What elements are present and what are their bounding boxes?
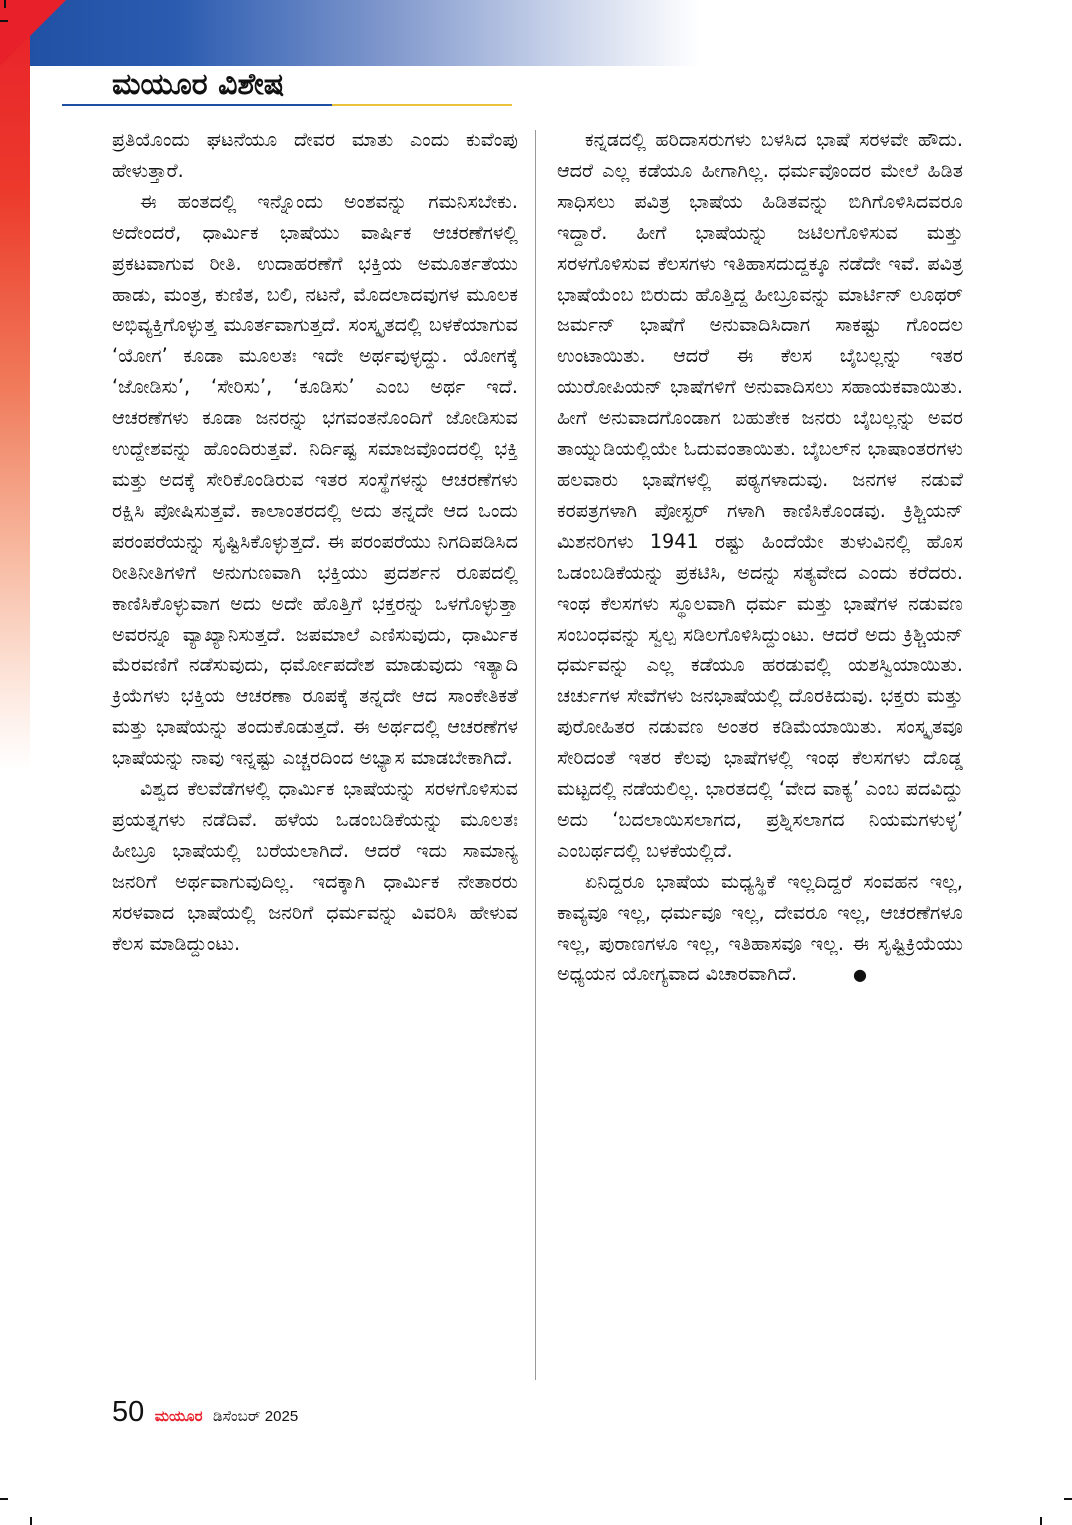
- crop-mark-bottom-right: [1040, 1517, 1042, 1525]
- issue-date: ಡಿಸೆಂಬರ್ 2025: [213, 1408, 299, 1425]
- title-underline-accent: [332, 104, 512, 106]
- section-title: ಮಯೂರ ವಿಶೇಷ: [112, 67, 285, 102]
- column-divider: [535, 130, 536, 1380]
- crop-mark-left-upper: [0, 20, 8, 22]
- paragraph: ಪ್ರತಿಯೊಂದು ಘಟನೆಯೂ ದೇವರ ಮಾತು ಎಂದು ಕುವೆಂಪು ಹೇಳುತ್ತಾರೆ.: [112, 128, 518, 182]
- article-column-right: [557, 125, 963, 991]
- crop-mark-bottom-left: [30, 1517, 32, 1525]
- page-footer: [112, 1394, 298, 1435]
- paragraph-text: ಏನಿದ್ದರೂ ಭಾಷೆಯ ಮಧ್ಯಸ್ಥಿಕೆ ಇಲ್ಲದಿದ್ದರೆ ಸಂವಹನ ಇಲ್ಲ, ಕಾವ್ಯವೂ ಇಲ್ಲ, ಧರ್ಮವೂ ಇಲ್ಲ, ದೇವರೂ ಇಲ್ಲ, ಆಚರಣೆಗಳೂ ಇಲ್ಲ, ಪುರಾಣಗಳೂ ಇಲ್ಲ, ಇತಿಹಾಸವೂ ಇಲ್ಲ. ಈ ಸೃಷ್ಟಿಕ್ರಿಯೆಯು ಅಧ್ಯಯನ ಯೋಗ್ಯವಾದ ವಿಚಾರವಾಗಿದೆ.: [557, 869, 963, 986]
- end-bullet-icon: ●: [853, 965, 868, 985]
- crop-mark-top-left: [4, 0, 6, 8]
- left-accent-bar: [0, 0, 30, 770]
- paragraph: ಕನ್ನಡದಲ್ಲಿ ಹರಿದಾಸರುಗಳು ಬಳಸಿದ ಭಾಷೆ ಸರಳವೇ ಹೌದು. ಆದರೆ ಎಲ್ಲ ಕಡೆಯೂ ಹೀಗಾಗಿಲ್ಲ. ಧರ್ಮವೊಂದರ ಮೇಲೆ ಹಿಡಿತ ಸಾಧಿಸಲು ಪವಿತ್ರ ಭಾಷೆಯ ಹಿಡಿತವನ್ನು ಬಿಗಿಗೊಳಿಸಿದವರೂ ಇದ್ದಾರೆ. ಹೀಗೆ ಭಾಷೆಯನ್ನು ಜಟಿಲಗೊಳಿಸುವ ಮತ್ತು ಸರಳಗೊಳಿಸುವ ಕೆಲಸಗಳು ಇತಿಹಾಸದುದ್ದಕ್ಕೂ ನಡೆದೇ ಇವೆ. ಪವಿತ್ರ ಭಾಷೆಯೆಂಬ ಬಿರುದು ಹೊತ್ತಿದ್ದ ಹೀಬ್ರೂವನ್ನು ಮಾರ್ಟಿನ್ ಲೂಥರ್ ಜರ್ಮನ್ ಭಾಷೆಗೆ ಅನುವಾದಿಸಿದಾಗ ಸಾಕಷ್ಟು ಗೊಂದಲ ಉಂಟಾಯಿತು. ಆದರೆ ಈ ಕೆಲಸ ಬೈಬಲ್ಲನ್ನು ಇತರ ಯುರೋಪಿಯನ್ ಭಾಷೆಗಳಿಗೆ ಅನುವಾದಿಸಲು ಸಹಾಯಕವಾಯಿತು. ಹೀಗೆ ಅನುವಾದಗೊಂಡಾಗ ಬಹುತೇಕ ಜನರು ಬೈಬಲ್ಲನ್ನು ಅವರ ತಾಯ್ನುಡಿಯಲ್ಲಿಯೇ ಓದುವಂತಾಯಿತು. ಬೈಬಲ್‌ನ ಭಾಷಾಂತರಗಳು ಹಲವಾರು ಭಾಷೆಗಳಲ್ಲಿ ಪಠ್ಯಗಳಾದುವು. ಜನಗಳ ನಡುವೆ ಕರಪತ್ರಗಳಾಗಿ ಪೋಸ್ಟರ್ ಗಳಾಗಿ ಕಾಣಿಸಿಕೊಂಡವು. ಕ್ರಿಶ್ಚಿಯನ್ ಮಿಶನರಿಗಳು 1941 ರಷ್ಟು ಹಿಂದೆಯೇ ತುಳುವಿನಲ್ಲಿ ಹೊಸ ಒಡಂಬಡಿಕೆಯನ್ನು ಪ್ರಕಟಿಸಿ, ಅದನ್ನು ಸತ್ಯವೇದ ಎಂದು ಕರೆದರು. ಇಂಥ ಕೆಲಸಗಳು ಸ್ಥೂಲವಾಗಿ ಧರ್ಮ ಮತ್ತು ಭಾಷೆಗಳ ನಡುವಣ ಸಂಬಂಧವನ್ನು ಸ್ವಲ್ಪ ಸಡಿಲಗೊಳಿಸಿದ್ದುಂಟು. ಆದರೆ ಅದು ಕ್ರಿಶ್ಚಿಯನ್ ಧರ್ಮವನ್ನು ಎಲ್ಲ ಕಡೆಯೂ ಹರಡುವಲ್ಲಿ ಯಶಸ್ವಿಯಾಯಿತು. ಚರ್ಚುಗಳ ಸೇವೆಗಳು ಜನಭಾಷೆಯಲ್ಲಿ ದೊರಕಿದುವು. ಭಕ್ತರು ಮತ್ತು ಪುರೋಹಿತರ ನಡುವಣ ಅಂತರ ಕಡಿಮೆಯಾಯಿತು. ಸಂಸ್ಕೃತವೂ ಸೇರಿದಂತೆ ಇತರ ಕೆಲವು ಭಾಷೆಗಳಲ್ಲಿ ಇಂಥ ಕೆಲಸಗಳು ದೊಡ್ಡ ಮಟ್ಟದಲ್ಲಿ ನಡೆಯಲಿಲ್ಲ. ಭಾರತದಲ್ಲಿ ‘ವೇದ ವಾಕ್ಯ’ ಎಂಬ ಪದವಿದ್ದು ಅದು ‘ಬದಲಾಯಿಸಲಾಗದ, ಪ್ರಶ್ನಿಸಲಾಗದ ನಿಯಮಗಳುಳ್ಳ’ ಎಂಬರ್ಥದಲ್ಲಿ ಬಳಕೆಯಲ್ಲಿದೆ.: [557, 128, 963, 862]
- crop-mark-right-lower: [1064, 1498, 1072, 1500]
- magazine-logo: ಮಯೂರ: [154, 1408, 203, 1425]
- paragraph-final: [557, 867, 963, 992]
- header-gradient-band: [0, 0, 700, 66]
- paragraph: ವಿಶ್ವದ ಕೆಲವೆಡೆಗಳಲ್ಲಿ ಧಾರ್ಮಿಕ ಭಾಷೆಯನ್ನು ಸರಳಗೊಳಿಸುವ ಪ್ರಯತ್ನಗಳು ನಡೆದಿವೆ. ಹಳೆಯ ಒಡಂಬಡಿಕೆಯನ್ನು ಮೂಲತಃ ಹೀಬ್ರೂ ಭಾಷೆಯಲ್ಲಿ ಬರೆಯಲಾಗಿದೆ. ಆದರೆ ಇದು ಸಾಮಾನ್ಯ ಜನರಿಗೆ ಅರ್ಥವಾಗುವುದಿಲ್ಲ. ಇದಕ್ಕಾಗಿ ಧಾರ್ಮಿಕ ನೇತಾರರು ಸರಳವಾದ ಭಾಷೆಯಲ್ಲಿ ಜನರಿಗೆ ಧರ್ಮವನ್ನು ವಿವರಿಸಿ ಹೇಳುವ ಕೆಲಸ ಮಾಡಿದ್ದುಂಟು.: [112, 777, 518, 955]
- page-number: 50: [112, 1396, 145, 1428]
- paragraph: ಈ ಹಂತದಲ್ಲಿ ಇನ್ನೊಂದು ಅಂಶವನ್ನು ಗಮನಿಸಬೇಕು. ಅದೇಂದರೆ, ಧಾರ್ಮಿಕ ಭಾಷೆಯು ವಾರ್ಷಿಕ ಆಚರಣೆಗಳಲ್ಲಿ ಪ್ರಕಟವಾಗುವ ರೀತಿ. ಉದಾಹರಣೆಗೆ ಭಕ್ತಿಯ ಅಮೂರ್ತತೆಯು ಹಾಡು, ಮಂತ್ರ, ಕುಣಿತ, ಬಲಿ, ನಟನೆ, ಮೊದಲಾದವುಗಳ ಮೂಲಕ ಅಭಿವ್ಯಕ್ತಿಗೊಳ್ಳುತ್ತ ಮೂರ್ತವಾಗುತ್ತದೆ. ಸಂಸ್ಕೃತದಲ್ಲಿ ಬಳಕೆಯಾಗುವ ‘ಯೋಗ’ ಕೂಡಾ ಮೂಲತಃ ಇದೇ ಅರ್ಥವುಳ್ಳದ್ದು. ಯೋಗಕ್ಕೆ ‘ಜೋಡಿಸು’, ‘ಸೇರಿಸು’, ‘ಕೂಡಿಸು’ ಎಂಬ ಅರ್ಥ ಇದೆ. ಆಚರಣೆಗಳು ಕೂಡಾ ಜನರನ್ನು ಭಗವಂತನೊಂದಿಗೆ ಜೋಡಿಸುವ ಉದ್ದೇಶವನ್ನು ಹೊಂದಿರುತ್ತವೆ. ನಿರ್ದಿಷ್ಟ ಸಮಾಜವೊಂದರಲ್ಲಿ ಭಕ್ತಿ ಮತ್ತು ಅದಕ್ಕೆ ಸೇರಿಕೊಂಡಿರುವ ಇತರ ಸಂಸ್ಥೆಗಳನ್ನು ಆಚರಣೆಗಳು ರಕ್ಷಿಸಿ ಪೋಷಿಸುತ್ತವೆ. ಕಾಲಾಂತರದಲ್ಲಿ ಅದು ತನ್ನದೇ ಆದ ಒಂದು ಪರಂಪರೆಯನ್ನು ಸೃಷ್ಟಿಸಿಕೊಳ್ಳುತ್ತದೆ. ಈ ಪರಂಪರೆಯು ನಿಗದಿಪಡಿಸಿದ ರೀತಿನೀತಿಗಳಿಗೆ ಅನುಗುಣವಾಗಿ ಭಕ್ತಿಯು ಪ್ರದರ್ಶನ ರೂಪದಲ್ಲಿ ಕಾಣಿಸಿಕೊಳ್ಳುವಾಗ ಅದು ಅದೇ ಹೊತ್ತಿಗೆ ಭಕ್ತರನ್ನು ಒಳಗೊಳ್ಳುತ್ತಾ ಅವರನ್ನೂ ವ್ಯಾಖ್ಯಾನಿಸುತ್ತದೆ. ಜಪಮಾಲೆ ಎಣಿಸುವುದು, ಧಾರ್ಮಿಕ ಮೆರವಣಿಗೆ ನಡೆಸುವುದು, ಧರ್ಮೋಪದೇಶ ಮಾಡುವುದು ಇತ್ಯಾದಿ ಕ್ರಿಯೆಗಳು ಭಕ್ತಿಯ ಆಚರಣಾ ರೂಪಕ್ಕೆ ತನ್ನದೇ ಆದ ಸಾಂಕೇತಿಕತೆ ಮತ್ತು ಭಾಷೆಯನ್ನು ತಂದುಕೊಡುತ್ತದೆ. ಈ ಅರ್ಥದಲ್ಲಿ ಆಚರಣೆಗಳ ಭಾಷೆಯನ್ನು ನಾವು ಇನ್ನಷ್ಟು ಎಚ್ಚರದಿಂದ ಅಭ್ಯಾಸ ಮಾಡಬೇಕಾಗಿದೆ.: [112, 189, 518, 770]
- corner-accent: [0, 0, 66, 66]
- article-column-left: [112, 125, 518, 959]
- crop-mark-left-lower: [0, 1498, 8, 1500]
- title-underline: [62, 104, 332, 106]
